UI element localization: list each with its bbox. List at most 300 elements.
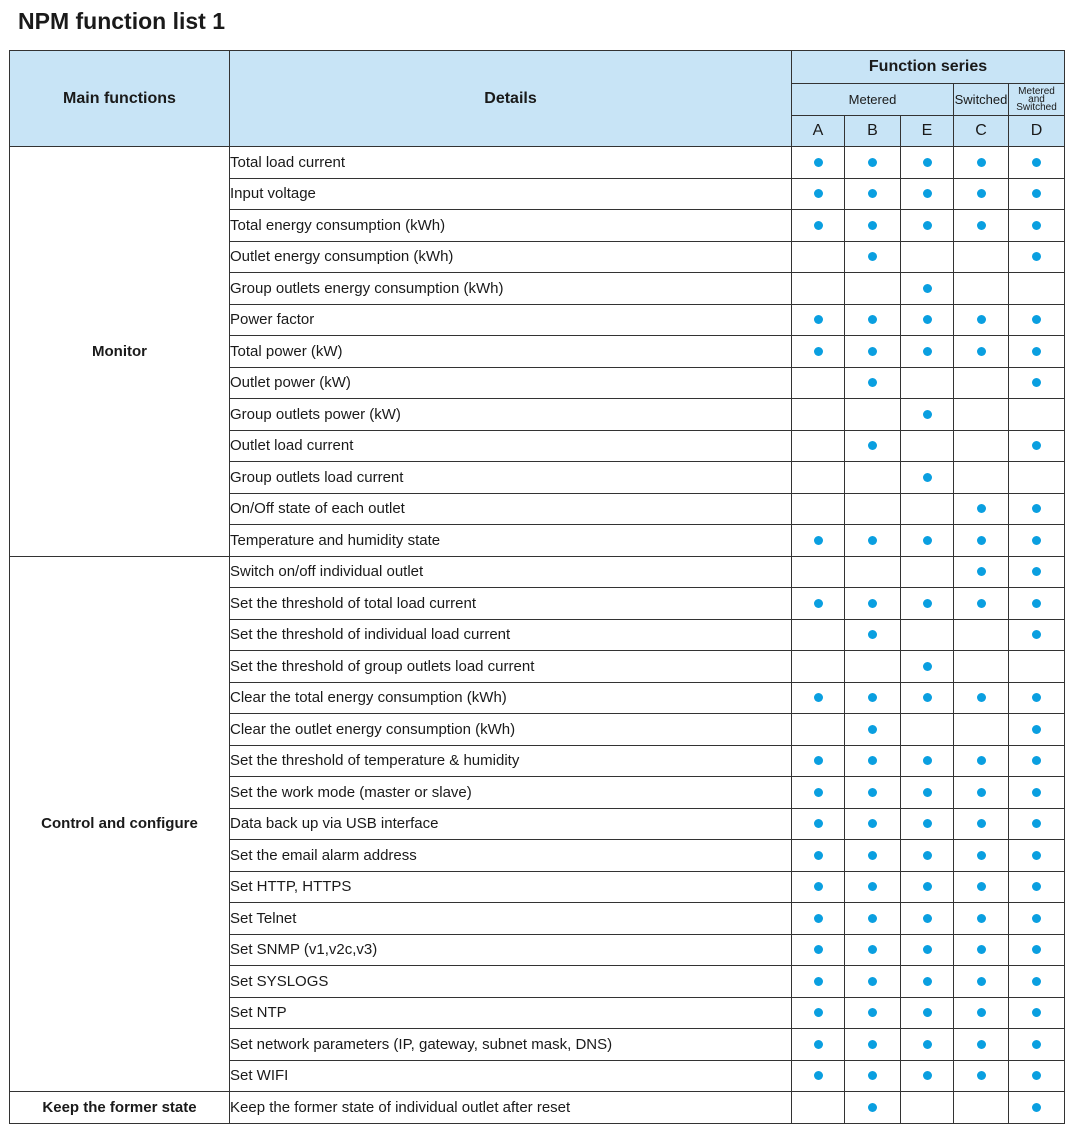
series-cell — [1009, 588, 1065, 620]
series-cell — [845, 525, 901, 557]
series-cell — [954, 745, 1009, 777]
dot-icon — [977, 504, 986, 513]
dot-icon — [1032, 819, 1041, 828]
dot-icon — [923, 284, 932, 293]
series-cell — [845, 336, 901, 368]
dot-icon — [814, 536, 823, 545]
series-cell — [901, 588, 954, 620]
dot-icon — [868, 851, 877, 860]
detail-cell: Set the threshold of total load current — [230, 588, 792, 620]
series-cell — [792, 493, 845, 525]
dot-icon — [1032, 725, 1041, 734]
series-cell — [792, 966, 845, 998]
series-cell — [1009, 462, 1065, 494]
dot-icon — [923, 315, 932, 324]
series-cell — [845, 178, 901, 210]
dot-icon — [977, 536, 986, 545]
dot-icon — [923, 788, 932, 797]
series-cell — [845, 934, 901, 966]
dot-icon — [977, 914, 986, 923]
dot-icon — [868, 158, 877, 167]
series-cell — [1009, 336, 1065, 368]
detail-cell: Power factor — [230, 304, 792, 336]
header-main-functions: Main functions — [10, 51, 230, 147]
series-cell — [845, 367, 901, 399]
series-cell — [792, 556, 845, 588]
dot-icon — [1032, 945, 1041, 954]
detail-cell: Switch on/off individual outlet — [230, 556, 792, 588]
dot-icon — [868, 725, 877, 734]
series-cell — [954, 808, 1009, 840]
dot-icon — [923, 819, 932, 828]
series-cell — [845, 588, 901, 620]
series-cell — [901, 462, 954, 494]
dot-icon — [868, 693, 877, 702]
series-cell — [792, 462, 845, 494]
series-cell — [792, 147, 845, 179]
dot-icon — [1032, 441, 1041, 450]
series-cell — [792, 808, 845, 840]
series-cell — [1009, 525, 1065, 557]
series-cell — [901, 808, 954, 840]
dot-icon — [814, 945, 823, 954]
series-cell — [954, 241, 1009, 273]
series-cell — [954, 147, 1009, 179]
dot-icon — [868, 977, 877, 986]
series-cell — [954, 840, 1009, 872]
series-cell — [1009, 903, 1065, 935]
series-cell — [1009, 934, 1065, 966]
series-cell — [845, 619, 901, 651]
dot-icon — [868, 914, 877, 923]
dot-icon — [814, 819, 823, 828]
detail-cell: Outlet load current — [230, 430, 792, 462]
header-letter: E — [901, 116, 954, 147]
dot-icon — [977, 221, 986, 230]
dot-icon — [923, 756, 932, 765]
series-cell — [954, 903, 1009, 935]
detail-cell: Set Telnet — [230, 903, 792, 935]
series-cell — [845, 840, 901, 872]
series-cell — [792, 903, 845, 935]
series-cell — [954, 1060, 1009, 1092]
series-cell — [954, 493, 1009, 525]
series-cell — [901, 745, 954, 777]
series-cell — [792, 777, 845, 809]
dot-icon — [868, 347, 877, 356]
series-cell — [901, 399, 954, 431]
detail-cell: Group outlets energy consumption (kWh) — [230, 273, 792, 305]
detail-cell: Set the threshold of group outlets load current — [230, 651, 792, 683]
series-cell — [845, 1029, 901, 1061]
detail-cell: Set the threshold of temperature & humidity — [230, 745, 792, 777]
dot-icon — [977, 1040, 986, 1049]
header-function-series: Function series — [792, 51, 1065, 84]
series-cell — [792, 840, 845, 872]
dot-icon — [977, 851, 986, 860]
series-cell — [901, 903, 954, 935]
dot-icon — [868, 630, 877, 639]
series-cell — [792, 745, 845, 777]
series-cell — [1009, 966, 1065, 998]
series-cell — [954, 966, 1009, 998]
series-cell — [792, 399, 845, 431]
dot-icon — [814, 1008, 823, 1017]
series-cell — [954, 556, 1009, 588]
dot-icon — [1032, 788, 1041, 797]
dot-icon — [1032, 1103, 1041, 1112]
series-cell — [845, 1092, 901, 1124]
detail-cell: Set NTP — [230, 997, 792, 1029]
main-function-cell: Control and configure — [10, 556, 230, 1092]
dot-icon — [977, 1071, 986, 1080]
series-cell — [1009, 273, 1065, 305]
series-cell — [792, 934, 845, 966]
header-letter: D — [1009, 116, 1065, 147]
dot-icon — [814, 1071, 823, 1080]
dot-icon — [868, 1103, 877, 1112]
detail-cell: Data back up via USB interface — [230, 808, 792, 840]
series-cell — [901, 367, 954, 399]
table-body — [10, 147, 1065, 1124]
series-cell — [901, 777, 954, 809]
series-cell — [845, 997, 901, 1029]
header-group-switched: Switched — [954, 84, 1009, 116]
series-cell — [1009, 714, 1065, 746]
detail-cell: Set SYSLOGS — [230, 966, 792, 998]
series-cell — [792, 1060, 845, 1092]
detail-cell: Keep the former state of individual outlet after reset — [230, 1092, 792, 1124]
dot-icon — [977, 693, 986, 702]
dot-icon — [814, 788, 823, 797]
dot-icon — [868, 252, 877, 261]
detail-cell: Clear the total energy consumption (kWh) — [230, 682, 792, 714]
series-cell — [901, 147, 954, 179]
series-cell — [901, 871, 954, 903]
dot-icon — [923, 945, 932, 954]
dot-icon — [1032, 189, 1041, 198]
series-cell — [901, 304, 954, 336]
series-cell — [1009, 147, 1065, 179]
series-cell — [954, 651, 1009, 683]
series-cell — [792, 1092, 845, 1124]
main-function-cell: Keep the former state — [10, 1092, 230, 1124]
series-cell — [954, 367, 1009, 399]
detail-cell: Total energy consumption (kWh) — [230, 210, 792, 242]
series-cell — [845, 556, 901, 588]
dot-icon — [868, 882, 877, 891]
series-cell — [845, 147, 901, 179]
series-cell — [792, 619, 845, 651]
series-cell — [845, 430, 901, 462]
series-cell — [954, 430, 1009, 462]
dot-icon — [1032, 347, 1041, 356]
series-cell — [1009, 745, 1065, 777]
dot-icon — [977, 347, 986, 356]
series-cell — [954, 997, 1009, 1029]
dot-icon — [923, 1040, 932, 1049]
table-row — [10, 556, 1065, 588]
detail-cell: Group outlets load current — [230, 462, 792, 494]
dot-icon — [1032, 693, 1041, 702]
series-cell — [1009, 367, 1065, 399]
dot-icon — [1032, 977, 1041, 986]
dot-icon — [868, 315, 877, 324]
detail-cell: Set the threshold of individual load current — [230, 619, 792, 651]
detail-cell: Outlet power (kW) — [230, 367, 792, 399]
series-cell — [845, 304, 901, 336]
dot-icon — [923, 347, 932, 356]
dot-icon — [1032, 252, 1041, 261]
dot-icon — [923, 189, 932, 198]
series-cell — [792, 273, 845, 305]
dot-icon — [868, 189, 877, 198]
header-group-metered: Metered — [792, 84, 954, 116]
header-letter: C — [954, 116, 1009, 147]
series-cell — [792, 178, 845, 210]
series-cell — [954, 1029, 1009, 1061]
series-cell — [1009, 871, 1065, 903]
series-cell — [792, 241, 845, 273]
dot-icon — [868, 378, 877, 387]
dot-icon — [977, 567, 986, 576]
header-letter: B — [845, 116, 901, 147]
series-cell — [954, 399, 1009, 431]
dot-icon — [868, 599, 877, 608]
dot-icon — [923, 977, 932, 986]
dot-icon — [1032, 1008, 1041, 1017]
dot-icon — [1032, 504, 1041, 513]
dot-icon — [1032, 221, 1041, 230]
page-title: NPM function list 1 — [18, 8, 225, 34]
series-cell — [954, 682, 1009, 714]
dot-icon — [1032, 567, 1041, 576]
dot-icon — [814, 1040, 823, 1049]
detail-cell: Total power (kW) — [230, 336, 792, 368]
dot-icon — [814, 914, 823, 923]
detail-cell: Set the work mode (master or slave) — [230, 777, 792, 809]
dot-icon — [977, 1008, 986, 1017]
dot-icon — [1032, 378, 1041, 387]
series-cell — [845, 651, 901, 683]
series-cell — [845, 966, 901, 998]
series-cell — [954, 714, 1009, 746]
series-cell — [954, 619, 1009, 651]
detail-cell: Set HTTP, HTTPS — [230, 871, 792, 903]
dot-icon — [977, 189, 986, 198]
function-table — [9, 50, 1065, 1124]
series-cell — [845, 462, 901, 494]
dot-icon — [1032, 1040, 1041, 1049]
dot-icon — [1032, 315, 1041, 324]
series-cell — [954, 304, 1009, 336]
series-cell — [845, 777, 901, 809]
dot-icon — [977, 788, 986, 797]
dot-icon — [923, 410, 932, 419]
series-cell — [901, 241, 954, 273]
dot-icon — [868, 756, 877, 765]
series-cell — [1009, 493, 1065, 525]
series-cell — [954, 462, 1009, 494]
series-cell — [845, 1060, 901, 1092]
dot-icon — [814, 221, 823, 230]
dot-icon — [868, 221, 877, 230]
series-cell — [792, 997, 845, 1029]
series-cell — [1009, 682, 1065, 714]
series-cell — [954, 588, 1009, 620]
dot-icon — [923, 158, 932, 167]
series-cell — [792, 588, 845, 620]
series-cell — [901, 556, 954, 588]
dot-icon — [977, 756, 986, 765]
dot-icon — [1032, 851, 1041, 860]
dot-icon — [1032, 1071, 1041, 1080]
dot-icon — [923, 914, 932, 923]
series-cell — [1009, 178, 1065, 210]
table-row — [10, 1092, 1065, 1124]
dot-icon — [977, 158, 986, 167]
series-cell — [901, 210, 954, 242]
detail-cell: Set SNMP (v1,v2c,v3) — [230, 934, 792, 966]
detail-cell: Clear the outlet energy consumption (kWh) — [230, 714, 792, 746]
dot-icon — [1032, 536, 1041, 545]
dot-icon — [923, 473, 932, 482]
series-cell — [792, 871, 845, 903]
series-cell — [901, 273, 954, 305]
series-cell — [792, 525, 845, 557]
dot-icon — [814, 599, 823, 608]
series-cell — [954, 777, 1009, 809]
series-cell — [845, 273, 901, 305]
series-cell — [1009, 619, 1065, 651]
dot-icon — [814, 851, 823, 860]
series-cell — [845, 399, 901, 431]
dot-icon — [1032, 882, 1041, 891]
dot-icon — [868, 1071, 877, 1080]
series-cell — [1009, 1029, 1065, 1061]
dot-icon — [923, 662, 932, 671]
series-cell — [1009, 840, 1065, 872]
series-cell — [954, 525, 1009, 557]
dot-icon — [814, 315, 823, 324]
header-details: Details — [230, 51, 792, 147]
series-cell — [901, 336, 954, 368]
series-cell — [845, 871, 901, 903]
series-cell — [901, 1092, 954, 1124]
header-letter: A — [792, 116, 845, 147]
dot-icon — [814, 347, 823, 356]
detail-cell: Group outlets power (kW) — [230, 399, 792, 431]
dot-icon — [868, 536, 877, 545]
dot-icon — [814, 189, 823, 198]
dot-icon — [923, 851, 932, 860]
series-cell — [1009, 304, 1065, 336]
series-cell — [954, 178, 1009, 210]
series-cell — [1009, 399, 1065, 431]
detail-cell: On/Off state of each outlet — [230, 493, 792, 525]
dot-icon — [868, 945, 877, 954]
dot-icon — [868, 1040, 877, 1049]
dot-icon — [977, 315, 986, 324]
table-row — [10, 147, 1065, 179]
series-cell — [845, 714, 901, 746]
series-cell — [901, 651, 954, 683]
dot-icon — [1032, 756, 1041, 765]
dot-icon — [868, 819, 877, 828]
series-cell — [954, 336, 1009, 368]
dot-icon — [814, 756, 823, 765]
dot-icon — [814, 882, 823, 891]
dot-icon — [814, 977, 823, 986]
dot-icon — [977, 977, 986, 986]
series-cell — [792, 651, 845, 683]
series-cell — [1009, 997, 1065, 1029]
dot-icon — [1032, 630, 1041, 639]
main-function-cell: Monitor — [10, 147, 230, 557]
table-header — [10, 51, 1065, 147]
dot-icon — [868, 788, 877, 797]
dot-icon — [923, 1071, 932, 1080]
dot-icon — [977, 599, 986, 608]
dot-icon — [923, 536, 932, 545]
series-cell — [1009, 651, 1065, 683]
series-cell — [901, 619, 954, 651]
detail-cell: Set WIFI — [230, 1060, 792, 1092]
detail-cell: Outlet energy consumption (kWh) — [230, 241, 792, 273]
series-cell — [1009, 808, 1065, 840]
series-cell — [901, 1060, 954, 1092]
series-cell — [792, 304, 845, 336]
dot-icon — [977, 819, 986, 828]
dot-icon — [868, 1008, 877, 1017]
series-cell — [901, 714, 954, 746]
series-cell — [792, 336, 845, 368]
dot-icon — [1032, 599, 1041, 608]
series-cell — [792, 430, 845, 462]
dot-icon — [977, 945, 986, 954]
dot-icon — [1032, 914, 1041, 923]
dot-icon — [814, 158, 823, 167]
series-cell — [792, 367, 845, 399]
series-cell — [792, 714, 845, 746]
series-cell — [1009, 1092, 1065, 1124]
series-cell — [792, 210, 845, 242]
dot-icon — [868, 441, 877, 450]
dot-icon — [923, 882, 932, 891]
series-cell — [845, 210, 901, 242]
series-cell — [845, 903, 901, 935]
series-cell — [901, 682, 954, 714]
dot-icon — [1032, 158, 1041, 167]
series-cell — [954, 273, 1009, 305]
detail-cell: Temperature and humidity state — [230, 525, 792, 557]
dot-icon — [923, 693, 932, 702]
series-cell — [901, 934, 954, 966]
dot-icon — [923, 221, 932, 230]
detail-cell: Input voltage — [230, 178, 792, 210]
dot-icon — [977, 882, 986, 891]
series-cell — [954, 934, 1009, 966]
series-cell — [1009, 210, 1065, 242]
series-cell — [901, 178, 954, 210]
series-cell — [901, 430, 954, 462]
series-cell — [845, 241, 901, 273]
series-cell — [1009, 556, 1065, 588]
series-cell — [1009, 1060, 1065, 1092]
series-cell — [1009, 777, 1065, 809]
series-cell — [845, 682, 901, 714]
series-cell — [901, 997, 954, 1029]
